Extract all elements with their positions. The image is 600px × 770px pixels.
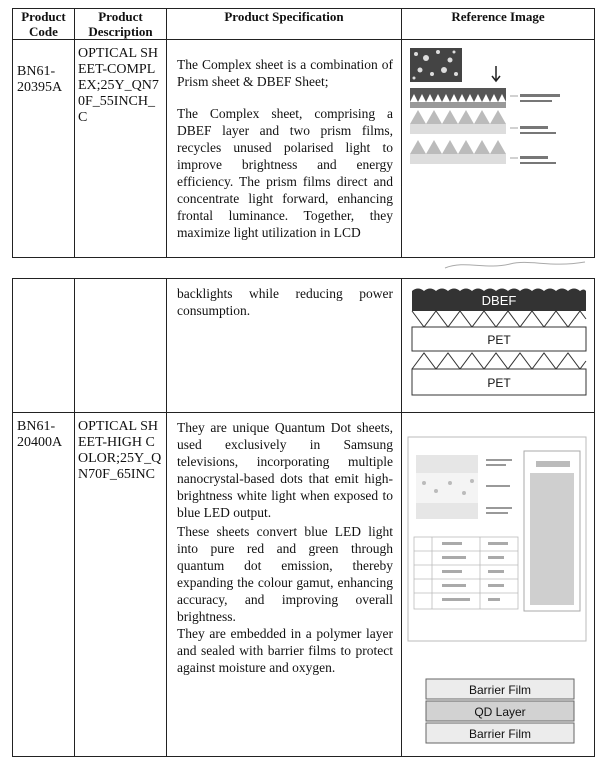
product-specification [167, 413, 402, 757]
reference-image-cell [402, 413, 595, 757]
spec-paragraph: They are unique Quantum Dot sheets, used exclusively in Samsung televisions, incorporating multiple nanocrystal-based dots that emit high-brightness white light when exposed to blue LED output. [177, 420, 393, 520]
layer-label-pet: PET [487, 376, 511, 390]
layer-label-qd-layer: QD Layer [474, 705, 526, 719]
complex-sheet-micrograph [406, 44, 586, 194]
product-description [75, 279, 167, 413]
table-row [13, 279, 595, 413]
handwritten-signature [440, 256, 590, 274]
product-specification [167, 40, 402, 258]
spec-paragraph: The Complex sheet is a combination of Prism sheet & DBEF Sheet; [177, 57, 393, 89]
layer-label-dbef: DBEF [481, 293, 517, 308]
product-code [13, 279, 75, 413]
table-header-row [13, 9, 595, 40]
spec-paragraph: The Complex sheet, comprising a DBEF layer and two prism films, recycles unused polarised light to improve brightness and energy efficiency. The prism films direct and concentrate light forward, enhancing frontal luminance. Together, they maximize light utilization in LCD [177, 106, 393, 240]
header-product-code: Product Code [13, 9, 75, 40]
layer-label-barrier-film: Barrier Film [469, 683, 531, 697]
dbef-pet-layer-diagram [406, 283, 590, 401]
layer-label-barrier-film: Barrier Film [469, 727, 531, 741]
product-code: BN61-20395A [13, 40, 75, 258]
reference-image-cell [402, 40, 595, 258]
product-description: OPTICAL SHEET-COMPLEX;25Y_QN70F_55INCH_C [75, 40, 167, 258]
table-row [13, 413, 595, 757]
spec-paragraph: backlights while reducing power consumption. [177, 286, 393, 318]
header-reference-image: Reference Image [402, 9, 595, 40]
header-product-description: Product Description [75, 9, 167, 40]
layer-label-pet: PET [487, 333, 511, 347]
spec-table-bottom [12, 278, 595, 757]
product-specification [167, 279, 402, 413]
header-product-specification: Product Specification [167, 9, 402, 40]
product-description: OPTICAL SHEET-HIGH COLOR;25Y_QN70F_65INC [75, 413, 167, 757]
product-code: BN61-20400A [13, 413, 75, 757]
spec-paragraph: These sheets convert blue LED light into pure red and green through quantum dot emission, thereby expanding the colour gamut, enhancing accuracy, and improving overall brightness. [177, 524, 393, 624]
reference-image-cell [402, 279, 595, 413]
spec-table-top [12, 8, 595, 258]
spec-paragraph: They are embedded in a polymer layer and sealed with barrier films to protect against moisture and oxygen. [177, 626, 393, 675]
quantum-dot-sheet-diagram [406, 417, 590, 747]
table-row [13, 40, 595, 258]
